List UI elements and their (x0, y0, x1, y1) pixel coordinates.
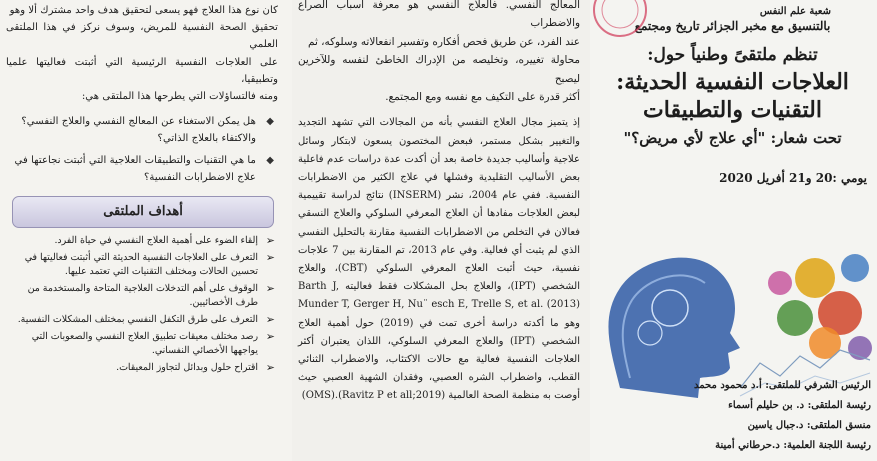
arrow-bullet-icon: ➢ (265, 360, 275, 374)
title-line-1: تنظم ملتقىً وطنياً حول: (647, 45, 818, 65)
question-item (6, 113, 278, 147)
goal-text: إلقاء الضوء على أهمية العلاج النفسي في حياة الفرد. (54, 235, 258, 247)
arrow-bullet-icon: ➢ (265, 234, 275, 248)
committee-line: منسق الملتقى: د.جبال ياسين (747, 420, 871, 431)
intro-line: ومنه فالتساؤلات التي يطرحها هذا الملتقى هي: (81, 91, 278, 103)
committee-list (601, 376, 871, 456)
arrow-bullet-icon: ➢ (265, 313, 275, 326)
goal-text: التعرف على العلاجات النفسية الحديثة التي أثبتت فعاليتها في تحسين الحالات ومختلف التقنيات التي تعتمد عليها. (24, 251, 258, 278)
goals-title: أهداف الملتقى (103, 204, 183, 220)
committee-line: رئيسة اللجنة العلمية: د.حرطاني أمينة (715, 440, 871, 451)
cover-panel (590, 0, 877, 461)
goals-list (6, 234, 278, 375)
questions-list (6, 113, 278, 186)
question-text: ما هي التقنيات والتطبيقات العلاجية التي أثبتت نجاعتها في علاج الاضطرابات النفسية؟ (14, 154, 256, 183)
question-text: هل يمكن الاستغناء عن المعالج النفسي والعلاج النفسي؟ والاكتفاء بالعلاج الذاتي؟ (21, 116, 256, 145)
intro-line: على العلاجات النفسية الرئيسية التي أثبتت فعاليتها علميا وتطبيقيا، (6, 56, 278, 85)
para1-line: المعالج النفسي. فالعلاج النفسي هو معرفة أسباب الصراع والاضطراب (298, 0, 580, 30)
department-label: شعبة علم النفس (759, 6, 831, 17)
arrow-bullet-icon: ➢ (265, 281, 275, 295)
diamond-bullet-icon: ◆ (266, 116, 274, 128)
goal-item (6, 251, 278, 280)
intro-line: تحقيق الصحة النفسية للمريض، وسوف نركز في هذا الملتقى العلمي (6, 22, 278, 51)
arrow-bullet-icon: ➢ (265, 329, 275, 343)
committee-line: الرئيس الشرفي للملتقى: أ.د محمود محمد (694, 380, 871, 391)
coordination-line: بالتنسيق مع مخبر الجزائر تاريخ ومجتمع (634, 19, 831, 33)
goal-text: الوقوف على أهم التدخلات العلاجية المتاحة والمستخدمة من طرف الأخصائيين. (27, 282, 258, 309)
goals-header (12, 196, 274, 228)
question-item (6, 152, 278, 186)
left-column (0, 0, 292, 461)
committee-line: رئيسة الملتقى: د. بن حليلم أسماء (728, 400, 871, 411)
para1-line: عند الفرد، عن طريق فحص أفكاره وتفسير انفعالاته وسلوكه، ثم (308, 35, 580, 48)
intro-line: كان نوع هذا العلاج فهو يسعى لتحقيق هدف واحد مشترك ألا وهو (9, 5, 278, 16)
head-illustration (590, 238, 877, 398)
goal-item (6, 330, 278, 359)
diamond-bullet-icon: ◆ (266, 154, 274, 166)
goal-item (6, 313, 278, 328)
para1-line: أكثر قدرة على التكيف مع نفسه ومع المجتمع. (385, 91, 580, 104)
goal-item (6, 361, 278, 376)
event-dates: يومي :20 و21 أفريل 2020 (719, 171, 867, 185)
slogan: تحت شعار: "أي علاج لأي مريض؟" (623, 129, 842, 147)
middle-column (292, 0, 590, 461)
title-line-3: التقنيات والتطبيقات (643, 97, 822, 123)
goal-item (6, 234, 278, 249)
stamp-seal-icon (592, 0, 650, 40)
title-line-2: العلاجات النفسية الحديثة: (616, 69, 849, 95)
arrow-bullet-icon: ➢ (265, 250, 275, 264)
goal-text: اقتراح حلول وبدائل لتجاوز المعيقات. (116, 361, 258, 373)
goal-text: التعرف على طرق التكفل النفسي بمختلف المشكلات النفسية. (17, 314, 258, 325)
goal-text: رصد مختلف معيقات تطبيق العلاج النفسي والصعوبات التي يواجهها الأخصائي النفساني. (31, 330, 258, 357)
goal-item (6, 282, 278, 311)
research-paragraph: إذ يتميز مجال العلاج النفسي بأنه من المجالات التي تشهد التجديد والتغيير بشكل مستمر، فبعض المختصون يسعون لابتكار وسائل علاجية وأساليب جديدة خاصة بعد أن أكدت عدة دراسات عدم فاعلية بعض الأساليب التقليدية وفشلها في علاج الكثير من الاضطرابات النفسية. ففي عام 2004، نشر (INSERM) نتائج لدراسة تقييمية لبعض العلاجات مفادها أن العلاج المعرفي السلوكي والعلاج النسقي فعالان في التخلص من الاضطرابات النفسية مقارنة بالتحليل النفسي الذي لم يثبت أي فعالية. وفي عام 2013، تم المقارنة بين 7 علاجات نفسية، حيث أثبت العلاج المعرفي السلوكي (CBT)، والعلاج الشخصي (IPT)، والعلاج بحل المشكلات فقط فعاليته Barth J, Munder T, Gerger H, Nu¨ esch E, Trelle S, et al. (2013) وهو ما أكدته دراسة أخرى تمت في (2019) حول أهمية العلاج الشخصي (IPT) والعلاج المعرفي السلوكي، اللذان يعتبران أكثر العلاجات النفسية فعالية مع حالات الاكتئاب، والاضطراب الثنائي القطب، واضطراب الشره العصبي، وفقدان الشهية العصبي حيث أوصت به منظمة الصحة العالمية (Ravitz P et all;2019).(OMS) (298, 117, 580, 402)
para1-line: محاولة تغييره، وتخليصه من الإدراك الخاطئ لنفسه وللآخرين ليصبح (298, 54, 580, 85)
